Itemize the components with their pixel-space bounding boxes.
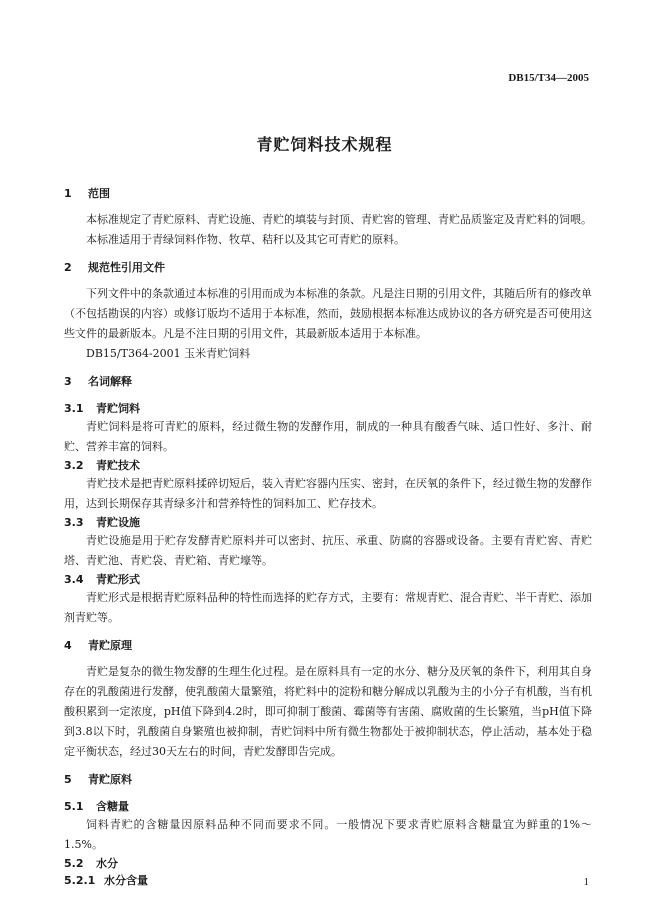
subsection-title: 水分含量 xyxy=(104,874,148,887)
paragraph: 本标准适用于青绿饲料作物、牧草、秸秆以及其它可青贮的原料。 xyxy=(86,233,405,246)
section-number: 3 xyxy=(64,375,72,388)
subsection-title: 含糖量 xyxy=(96,800,129,813)
subsection-number: 3.2 xyxy=(64,459,84,472)
subsection-number: 5.2.1 xyxy=(64,874,96,887)
paragraph: 青贮技术是把青贮原料揉碎切短后，装入青贮容器内压实、密封，在厌氧的条件下，经过微生物的发酵作用，达到长期保存其青绿多汁和营养特性的饲料加工、贮存技术。 xyxy=(64,477,592,510)
subsection-number: 5.2 xyxy=(64,857,84,870)
document-code: DB15/T34—2005 xyxy=(508,72,589,84)
subsection-heading xyxy=(64,855,592,872)
document-title: 青贮饲料技术规程 xyxy=(256,135,393,154)
section-heading xyxy=(64,186,592,202)
paragraph: 本标准规定了青贮原料、青贮设施、青贮的填装与封顶、青贮窖的管理、青贮品质鉴定及青贮料的饲喂。 xyxy=(86,213,592,226)
subsection-heading xyxy=(64,514,592,531)
subsection-title: 青贮形式 xyxy=(96,573,140,586)
paragraph: 青贮形式是根据青贮原料品种的特性而选择的贮存方式，主要有：常规青贮、混合青贮、半干青贮、添加剂青贮等。 xyxy=(64,591,592,624)
section-title: 规范性引用文件 xyxy=(88,261,165,274)
subsection-title: 水分 xyxy=(96,857,118,870)
subsection-title: 青贮技术 xyxy=(96,459,140,472)
section-title: 范围 xyxy=(88,187,110,200)
subsection-title: 青贮设施 xyxy=(96,516,140,529)
paragraph: 青贮是复杂的微生物发酵的生理生化过程。是在原料具有一定的水分、糖分及厌氧的条件下，利用其自身存在的乳酸菌进行发酵，使乳酸菌大量繁殖，将贮料中的淀粉和糖分解成以乳酸为主的小分子有机酸，当有机酸积累到一定浓度，pH值下降到4.2时，即可抑制丁酸菌、霉菌等有害菌、腐败菌的生长繁殖，当pH值下降到3.8以下时，乳酸菌自身繁殖也被抑制，青贮饲料中所有微生物都处于被抑制状态，停止活动，基本处于稳定平衡状态，经过30天左右的时间，青贮发酵即告完成。 xyxy=(64,665,592,758)
subsection-heading xyxy=(64,457,592,474)
subsection-heading xyxy=(64,872,592,889)
section-number: 1 xyxy=(64,187,72,200)
section-number: 5 xyxy=(64,773,72,786)
subsection-heading xyxy=(64,798,592,815)
section-number: 4 xyxy=(64,639,72,652)
paragraph: 青贮饲料是将可青贮的原料，经过微生物的发酵作用，制成的一种具有酸香气味、适口性好、多汁、耐贮、营养丰富的饲料。 xyxy=(64,420,592,453)
subsection-title: 青贮饲料 xyxy=(96,402,140,415)
subsection-number: 3.3 xyxy=(64,516,84,529)
section-title: 名词解释 xyxy=(88,375,132,388)
section-number: 2 xyxy=(64,261,72,274)
section-title: 青贮原理 xyxy=(88,639,132,652)
subsection-heading xyxy=(64,400,592,417)
document-body xyxy=(64,186,592,889)
paragraph: 下列文件中的条款通过本标准的引用而成为本标准的条款。凡是注日期的引用文件，其随后所有的修改单（不包括勘误的内容）或修订版均不适用于本标准，然而，鼓励根据本标准达成协议的各方研究是否可使用这些文件的最新版本。凡是不注日期的引用文件，其最新版本适用于本标准。 xyxy=(64,287,592,340)
subsection-heading xyxy=(64,571,592,588)
reference-item: DB15/T364-2001 玉米青贮饲料 xyxy=(86,347,251,360)
section-heading xyxy=(64,260,592,276)
subsection-number: 5.1 xyxy=(64,800,84,813)
page-number: 1 xyxy=(583,876,589,888)
section-heading xyxy=(64,374,592,390)
subsection-number: 3.1 xyxy=(64,402,84,415)
paragraph: 饲料青贮的含糖量因原料品种不同而要求不同。一般情况下要求青贮原料含糖量宜为鲜重的1%～1.5%。 xyxy=(64,818,592,851)
section-heading xyxy=(64,638,592,654)
subsection-number: 3.4 xyxy=(64,573,84,586)
section-heading xyxy=(64,772,592,788)
paragraph: 青贮设施是用于贮存发酵青贮原料并可以密封、抗压、承重、防腐的容器或设备。主要有青贮窖、青贮塔、青贮池、青贮袋、青贮箱、青贮壕等。 xyxy=(64,534,592,567)
section-title: 青贮原料 xyxy=(88,773,132,786)
